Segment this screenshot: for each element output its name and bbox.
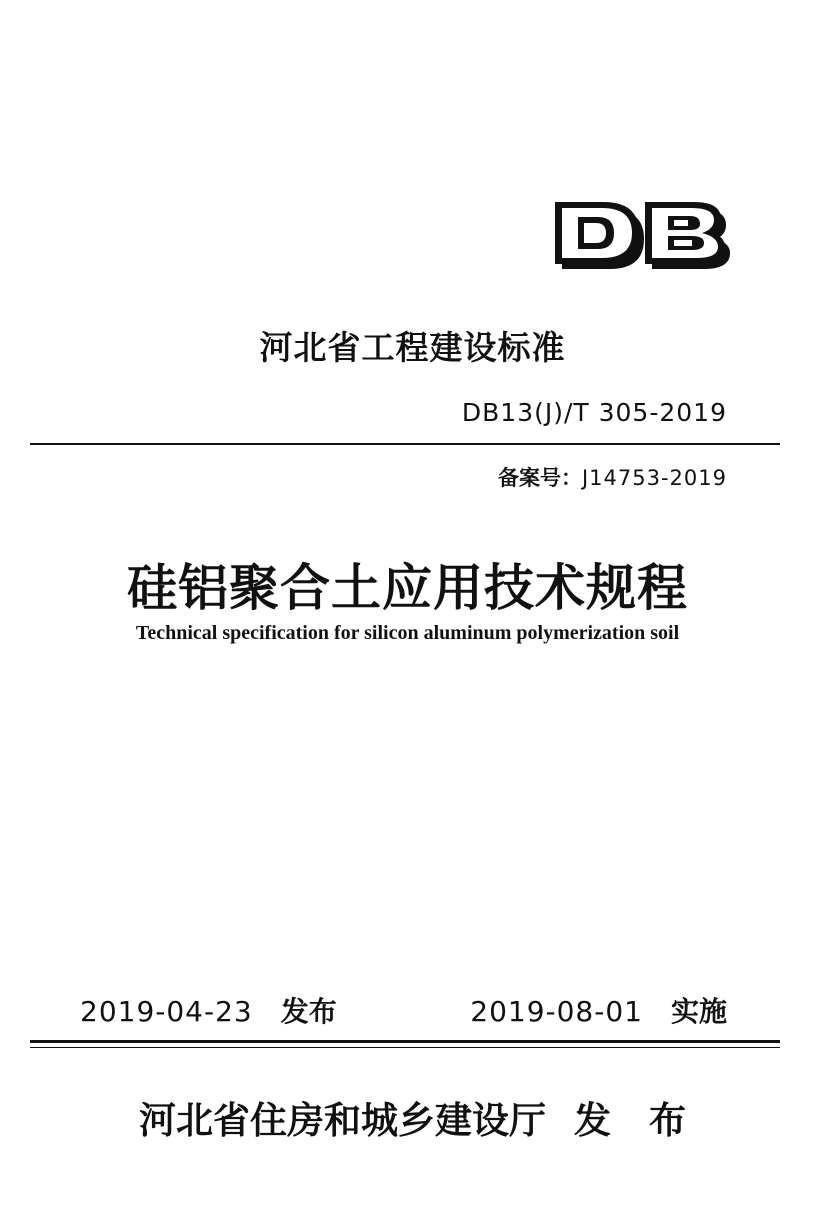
standard-category: 河北省工程建设标准	[259, 328, 566, 367]
issuer-action-1: 发	[574, 1099, 611, 1142]
effective-date-block	[470, 990, 727, 1030]
effective-date: 2019-08-01	[470, 995, 643, 1028]
effective-label: 实施	[670, 995, 727, 1028]
record-label: 备案号：	[497, 466, 582, 490]
bottom-divider-thick	[30, 1040, 780, 1043]
issuer-name: 河北省住房和城乡建设厅	[139, 1099, 546, 1142]
publish-label: 发布	[280, 995, 337, 1028]
title-chinese: 硅铝聚合土应用技术规程	[127, 558, 688, 617]
standard-code: DB13(J)/T 305-2019	[461, 398, 727, 427]
db-standard-logo-icon	[548, 195, 733, 275]
publish-date: 2019-04-23	[80, 995, 253, 1028]
issuer-action-2: 布	[649, 1099, 686, 1142]
db-logo	[548, 195, 733, 275]
top-divider	[30, 443, 780, 445]
publish-date-block	[80, 990, 337, 1030]
record-value: J14753-2019	[581, 466, 727, 490]
title-english: Technical specification for silicon aluminum polymerization soil	[135, 622, 680, 644]
bottom-divider-thin	[30, 1047, 780, 1048]
issuer-line	[0, 1090, 815, 1144]
record-number	[498, 462, 727, 492]
